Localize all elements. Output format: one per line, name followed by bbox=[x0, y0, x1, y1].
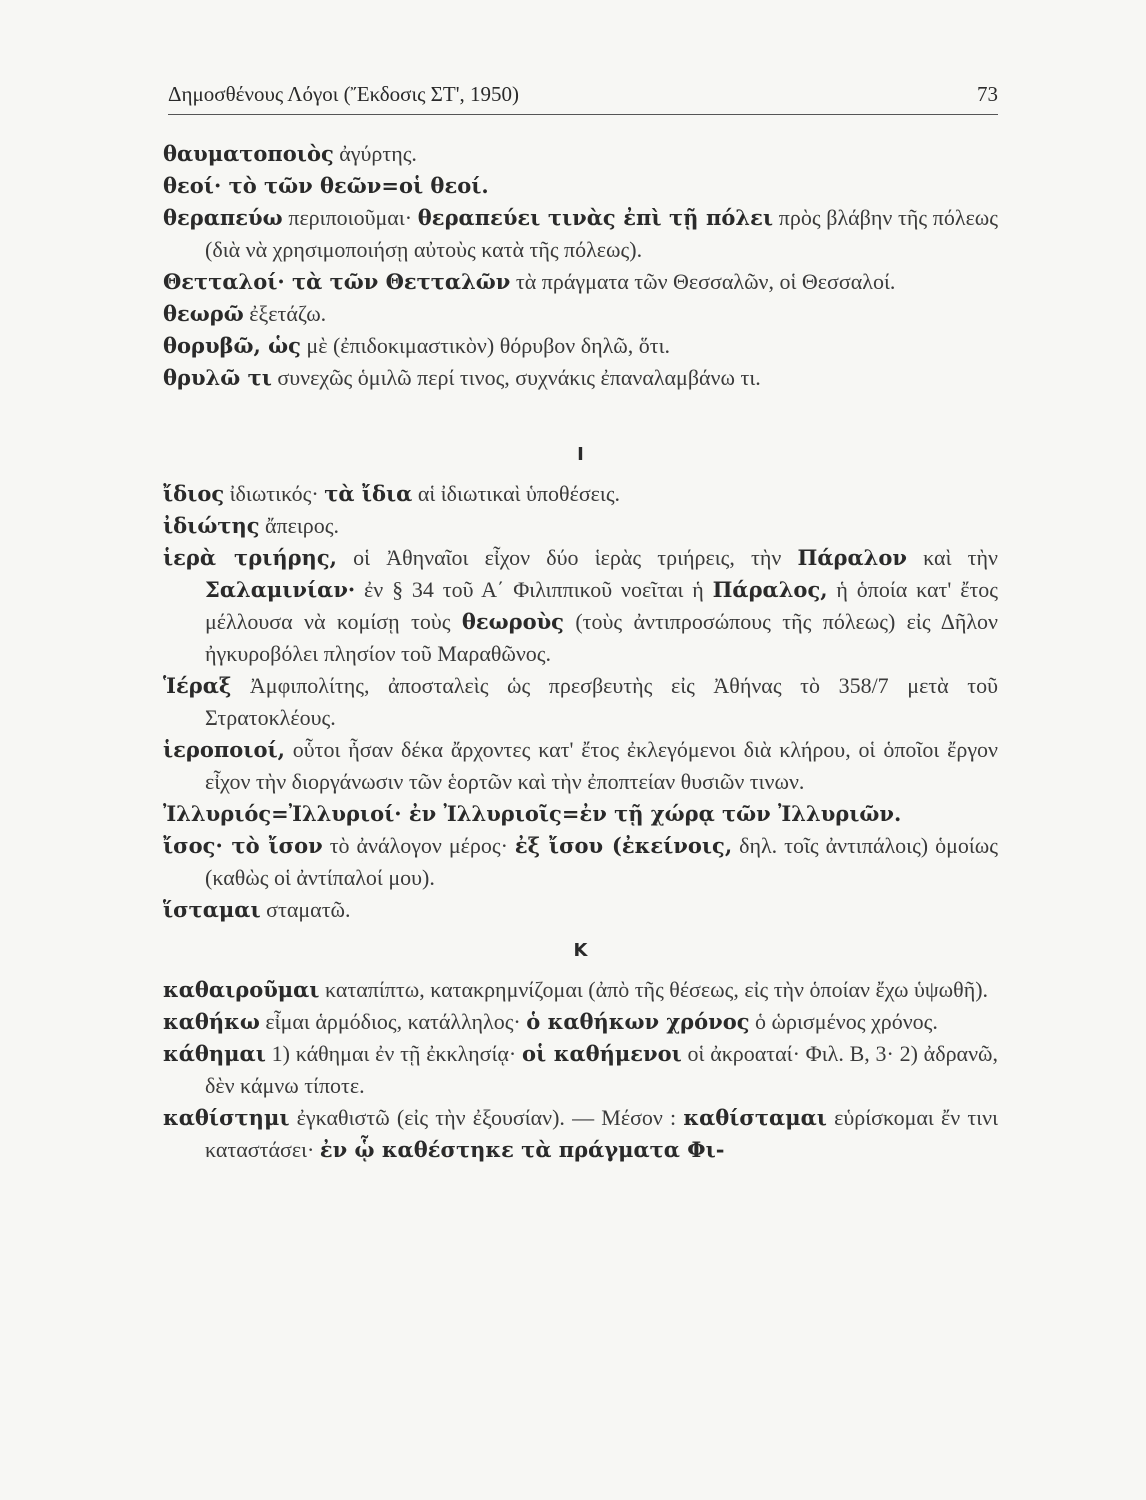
section-theta bbox=[163, 138, 998, 394]
entry-definition: εὑρίσκομαι ἔν τινι καταστάσει· bbox=[205, 1105, 998, 1162]
entry-headword: θαυματοποιὸς bbox=[163, 141, 334, 166]
entry-definition: ἰδιωτικός· bbox=[224, 481, 325, 506]
entry-headword: θεοί· τὸ τῶν θεῶν=οἱ θεοί. bbox=[163, 173, 489, 198]
entry-definition: εἶμαι ἁρμόδιος, κατάλληλος· bbox=[259, 1009, 527, 1034]
entry-definition: ἄπειρος. bbox=[259, 513, 339, 538]
entry-definition: οὗτοι ἦσαν δέκα ἄρχοντες κατ' ἔτος ἐκλεγόμενοι διὰ κλήρου, οἱ ὁποῖοι ἔργον εἶχον τὴν διοργάνωσιν τῶν ἑορτῶν καὶ τὴν ἐποπτείαν θυσιῶν τινων. bbox=[205, 737, 998, 794]
page-number: 73 bbox=[977, 82, 998, 106]
entry-definition: τὰ πράγματα τῶν Θεσσαλῶν, οἱ Θεσσαλοί. bbox=[510, 269, 896, 294]
entry-headword: ἱεροποιοί, bbox=[163, 737, 285, 762]
letter-heading-iota: Ι bbox=[577, 444, 584, 465]
entry-headword: θεωρῶ bbox=[163, 301, 244, 326]
glossary-entry bbox=[163, 894, 998, 926]
entry-headword: ἰδιώτης bbox=[163, 513, 260, 538]
header-title: Δημοσθένους Λόγοι (Ἔκδοσις ΣΤ', 1950) bbox=[168, 82, 520, 106]
entry-definition: ἡ ὁποία κατ' ἔτος μέλλουσα νὰ κομίσῃ τοὺς bbox=[205, 577, 999, 634]
entry-headword: Θετταλοί· τὰ τῶν Θετταλῶν bbox=[163, 269, 511, 294]
entry-definition: οἱ ἀκροαταί· Φιλ. Β, 3· 2) ἀδρανῶ, δὲν κάμνω τίποτε. bbox=[205, 1041, 998, 1098]
entry-headword: ἐν ᾧ καθέστηκε τὰ πράγματα Φι- bbox=[319, 1137, 725, 1162]
entry-headword: ἵσταμαι bbox=[163, 897, 261, 922]
entry-headword: θορυβῶ, ὡς bbox=[163, 333, 301, 358]
entry-definition: ἐν § 34 τοῦ Α΄ Φιλιππικοῦ νοεῖται ἡ bbox=[355, 577, 713, 602]
entry-definition: καταπίπτω, κατακρημνίζομαι (ἀπὸ τῆς θέσεως, εἰς τὴν ὁποίαν ἔχω ὑψωθῆ). bbox=[319, 977, 989, 1002]
letter-heading-kappa: Κ bbox=[573, 940, 588, 961]
entry-headword: Πάραλος, bbox=[712, 577, 828, 602]
section-iota bbox=[163, 478, 998, 926]
glossary-entry bbox=[163, 734, 998, 798]
entry-definition: ἐγκαθιστῶ (εἰς τὴν ἐξουσίαν). — Μέσον : bbox=[289, 1105, 684, 1130]
entry-definition: Ἀμφιπολίτης, ἀποσταλεὶς ὡς πρεσβευτὴς εἰς Ἀθήνας τὸ 358/7 μετὰ τοῦ Στρατοκλέους. bbox=[205, 673, 998, 730]
entry-headword: θεραπεύω bbox=[163, 205, 283, 230]
entry-definition: αἱ ἰδιωτικαὶ ὑποθέσεις. bbox=[412, 481, 621, 506]
entry-headword: ὁ καθήκων χρόνος bbox=[526, 1009, 750, 1034]
entry-headword: τὰ ἴδια bbox=[324, 481, 413, 506]
glossary-entry bbox=[163, 362, 998, 394]
glossary-entry bbox=[163, 542, 998, 670]
entry-headword: θεραπεύει τινὰς ἐπὶ τῇ πόλει bbox=[417, 205, 774, 230]
glossary-entry bbox=[163, 298, 998, 330]
glossary-entry bbox=[163, 830, 998, 894]
entry-definition: περιποιοῦμαι· bbox=[282, 205, 418, 230]
glossary-entry bbox=[163, 798, 998, 830]
glossary-entry bbox=[163, 202, 998, 266]
entry-definition: καὶ τὴν bbox=[906, 545, 998, 570]
entry-definition: μὲ (ἐπιδοκιμαστικὸν) θόρυβον δηλῶ, ὅτι. bbox=[300, 333, 671, 358]
glossary-entry bbox=[163, 510, 998, 542]
section-kappa bbox=[163, 974, 998, 1166]
entry-headword: καθίστημι bbox=[163, 1105, 290, 1130]
glossary-entry bbox=[163, 1006, 998, 1038]
glossary-entry bbox=[163, 1102, 998, 1166]
glossary-entry bbox=[163, 266, 998, 298]
entry-definition: συνεχῶς ὁμιλῶ περί τινος, συχνάκις ἐπαναλαμβάνω τι. bbox=[271, 365, 761, 390]
glossary-entry bbox=[163, 330, 998, 362]
running-header bbox=[168, 80, 998, 115]
glossary-entry bbox=[163, 1038, 998, 1102]
entry-headword: οἱ καθήμενοι bbox=[521, 1041, 682, 1066]
entry-headword: καθαιροῦμαι bbox=[163, 977, 320, 1002]
entry-definition: (τοὺς ἀντιπροσώπους τῆς πόλεως) εἰς Δῆλον ἠγκυροβόλει πλησίον τοῦ Μαραθῶνος. bbox=[205, 609, 998, 666]
glossary-entry bbox=[163, 138, 998, 170]
entry-headword: καθίσταμαι bbox=[683, 1105, 827, 1130]
entry-definition: σταματῶ. bbox=[260, 897, 351, 922]
entry-definition: ἐξετάζω. bbox=[243, 301, 327, 326]
entry-definition: δηλ. τοῖς ἀντιπάλοις) ὁμοίως (καθὼς οἱ ἀντίπαλοί μου). bbox=[205, 833, 998, 890]
glossary-entry bbox=[163, 974, 998, 1006]
entry-headword: ἱερὰ τριήρης, bbox=[163, 545, 337, 570]
entry-definition: ἀγύρτης. bbox=[333, 141, 417, 166]
glossary-entry bbox=[163, 478, 998, 510]
entry-definition: οἱ Ἀθηναῖοι εἶχον δύο ἱερὰς τριήρεις, τὴν bbox=[336, 545, 798, 570]
entry-headword: ἴδιος bbox=[163, 481, 225, 506]
glossary-entry bbox=[163, 670, 998, 734]
glossary-body bbox=[163, 138, 998, 1166]
entry-headword: Ἰλλυριός=Ἰλλυριοί· ἐν Ἰλλυριοῖς=ἐν τῇ χώρᾳ τῶν Ἰλλυριῶν. bbox=[163, 801, 902, 826]
entry-headword: καθήκω bbox=[163, 1009, 260, 1034]
entry-definition: ὁ ὡρισμένος χρόνος. bbox=[749, 1009, 938, 1034]
glossary-entry bbox=[163, 170, 998, 202]
entry-headword: θρυλῶ τι bbox=[163, 365, 272, 390]
entry-definition: τὸ ἀνάλογον μέρος· bbox=[322, 833, 515, 858]
entry-definition: 1) κάθημαι ἐν τῇ ἐκκλησίᾳ· bbox=[265, 1041, 522, 1066]
entry-headword: ἐξ ἴσου (ἐκείνοις, bbox=[514, 833, 733, 858]
entry-headword: Ἱέραξ bbox=[163, 673, 232, 698]
entry-headword: θεωροὺς bbox=[461, 609, 564, 634]
entry-headword: Πάραλον bbox=[797, 545, 907, 570]
entry-headword: Σαλαμινίαν· bbox=[205, 577, 356, 602]
entry-definition: πρὸς βλάβην τῆς πόλεως (διὰ νὰ χρησιμοποιήσῃ αὐτοὺς κατὰ τῆς πόλεως). bbox=[205, 205, 999, 262]
entry-headword: κάθημαι bbox=[163, 1041, 266, 1066]
entry-headword: ἴσος· τὸ ἴσον bbox=[163, 833, 323, 858]
